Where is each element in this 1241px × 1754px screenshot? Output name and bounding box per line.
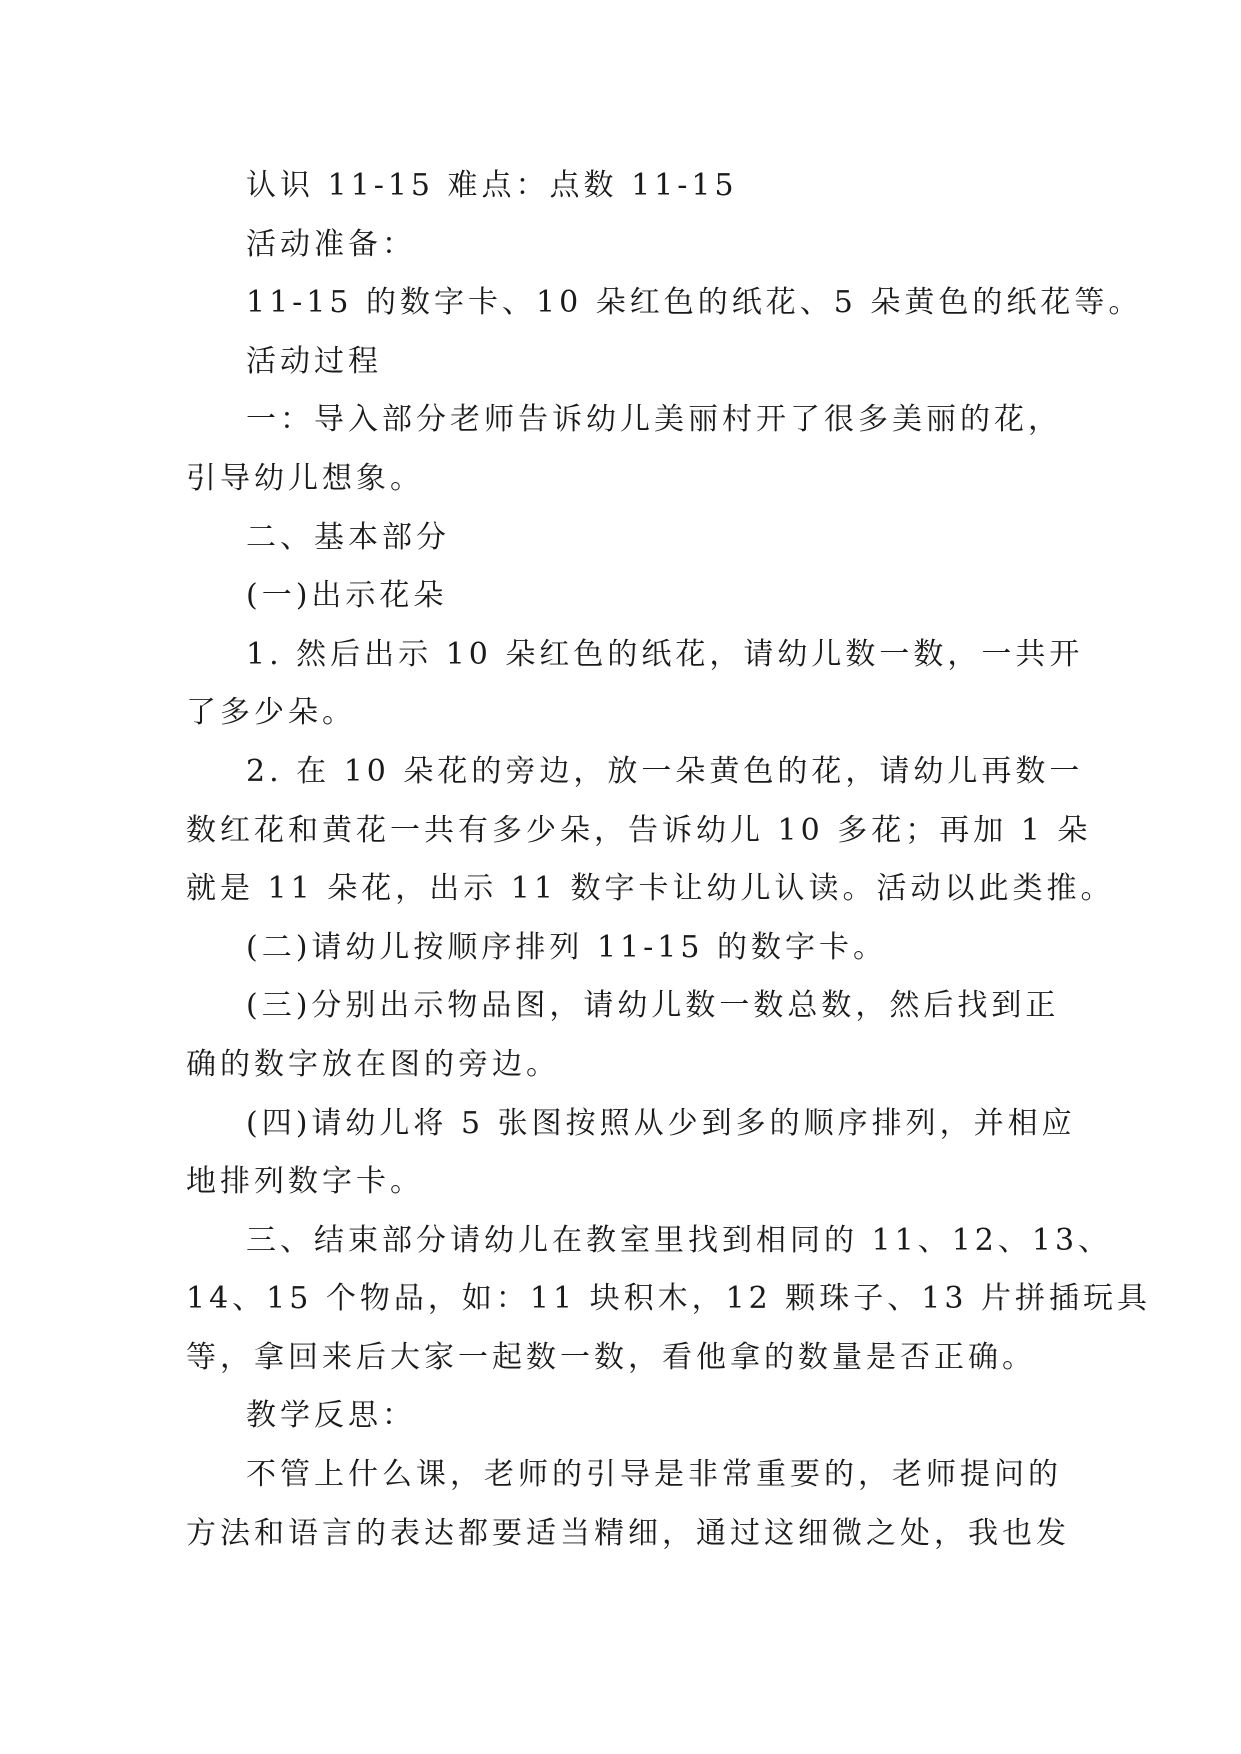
- text-line: 确的数字放在图的旁边。: [186, 1046, 560, 1082]
- text-line: (四)请幼儿将 5 张图按照从少到多的顺序排列，并相应: [246, 1105, 1076, 1141]
- text-line: 活动准备：: [246, 226, 416, 262]
- paragraph: [186, 157, 1056, 216]
- paragraph: [186, 333, 1056, 392]
- text-line: (二)请幼儿按顺序排列 11-15 的数字卡。: [246, 929, 887, 965]
- paragraph: [186, 1095, 1076, 1212]
- text-line: (一)出示花朵: [246, 578, 448, 614]
- text-line: 2. 在 10 朵花的旁边，放一朵黄色的花，请幼儿再数一: [246, 753, 1084, 789]
- text-line: 就是 11 朵花，出示 11 数字卡让幼儿认读。活动以此类推。: [186, 871, 1115, 907]
- paragraph: [186, 391, 1062, 508]
- text-line: 认识 11-15 难点：点数 11-15: [246, 168, 738, 203]
- text-line: 地排列数字卡。: [186, 1164, 424, 1200]
- document-page: [186, 157, 1152, 1563]
- paragraph: [186, 509, 1056, 568]
- paragraph: [186, 626, 1084, 743]
- paragraph: [186, 1446, 1070, 1563]
- text-line: 教学反思：: [246, 1398, 416, 1434]
- paragraph: [186, 274, 1143, 333]
- text-line: 一：导入部分老师告诉幼儿美丽村开了很多美丽的花，: [246, 402, 1062, 438]
- text-line: 14、15 个物品，如：11 块积木，12 颗珠子、13 片拼插玩具: [186, 1281, 1152, 1317]
- text-line: 1. 然后出示 10 朵红色的纸花，请幼儿数一数，一共开: [246, 636, 1084, 672]
- text-line: 二、基本部分: [246, 519, 450, 555]
- text-line: 不管上什么课，老师的引导是非常重要的，老师提问的: [246, 1457, 1062, 1493]
- text-line: 三、结束部分请幼儿在教室里找到相同的 11、12、13、: [246, 1222, 1113, 1258]
- paragraph: [186, 567, 1056, 626]
- text-line: 引导幼儿想象。: [186, 460, 424, 496]
- text-line: 方法和语言的表达都要适当精细，通过这细微之处，我也发: [186, 1515, 1070, 1551]
- paragraph: [186, 216, 1056, 275]
- text-line: 了多少朵。: [186, 695, 356, 731]
- paragraph: [186, 1212, 1152, 1388]
- text-line: 等，拿回来后大家一起数一数，看他拿的数量是否正确。: [186, 1339, 1036, 1375]
- text-line: 11-15 的数字卡、10 朵红色的纸花、5 朵黄色的纸花等。: [246, 285, 1143, 321]
- text-line: 活动过程: [246, 343, 382, 379]
- paragraph: [186, 1387, 1056, 1446]
- text-line: 数红花和黄花一共有多少朵，告诉幼儿 10 多花；再加 1 朵: [186, 812, 1092, 848]
- paragraph: [186, 977, 1060, 1094]
- paragraph: [186, 743, 1115, 919]
- paragraph: [186, 919, 1056, 978]
- text-line: (三)分别出示物品图，请幼儿数一数总数，然后找到正: [246, 988, 1060, 1024]
